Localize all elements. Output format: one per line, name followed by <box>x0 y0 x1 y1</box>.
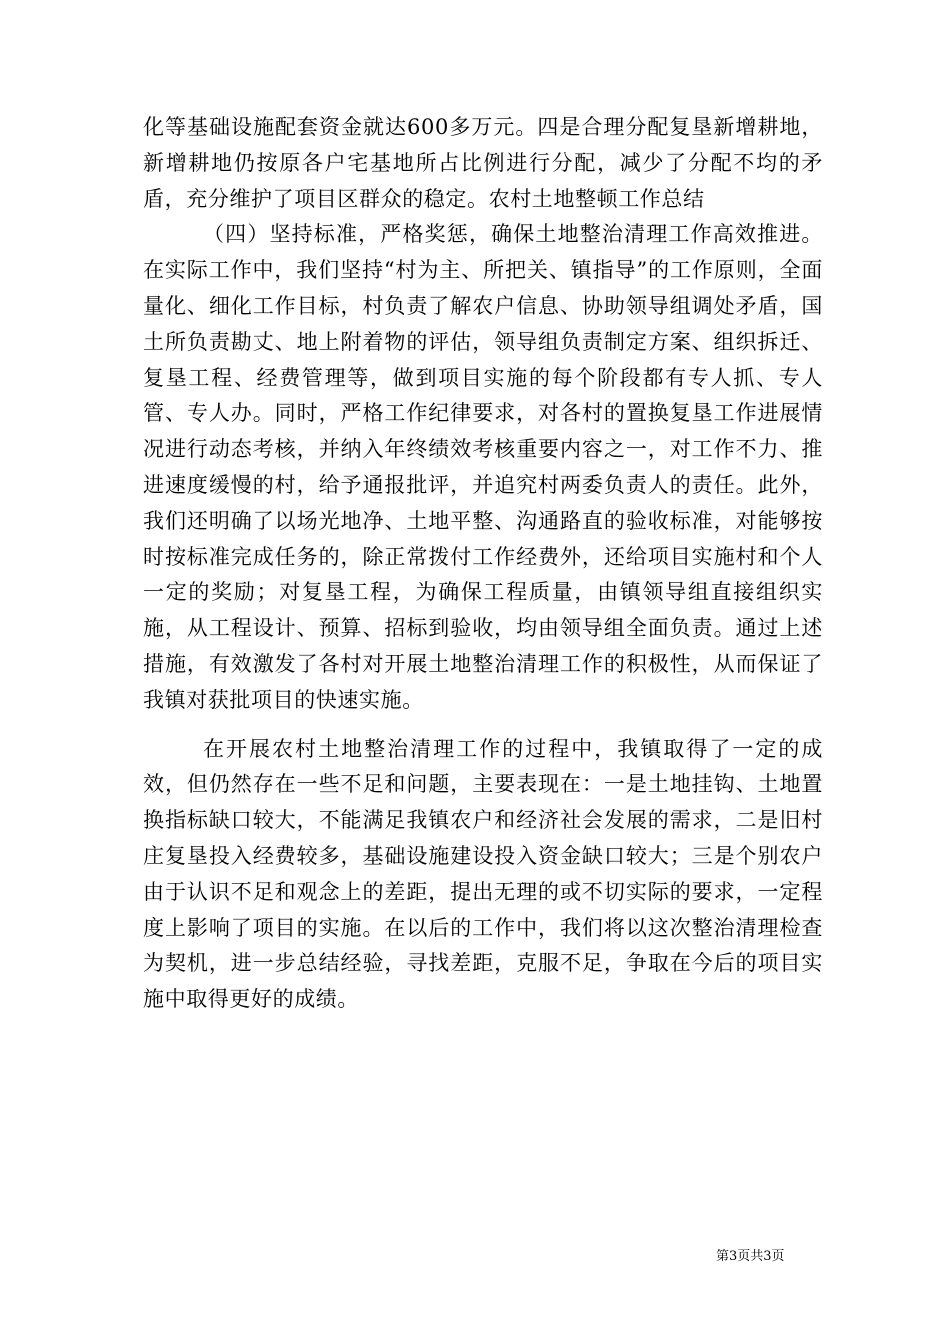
paragraph-3: 在开展农村土地整治清理工作的过程中，我镇取得了一定的成效，但仍然存在一些不足和问题，主要表现在：一是土地挂钩、土地置换指标缺口较大，不能满足我镇农户和经济社会发展的需求，二是旧村庄复垦投入经费较多，基础设施建设投入资金缺口较大；三是个别农户由于认识不足和观念上的差距，提出无理的或不切实际的要求，一定程度上影响了项目的实施。在以后的工作中，我们将以这次整治清理检查为契机，进一步总结经验，寻找差距，克服不足，争取在今后的项目实施中取得更好的成绩。 <box>143 736 823 1012</box>
paragraph-2: （四）坚持标准，严格奖惩，确保土地整治清理工作高效推进。在实际工作中，我们坚持“村为主、所把关、镇指导”的工作原则，全面量化、细化工作目标，村负责了解农户信息、协助领导组调处矛盾，国土所负责勘丈、地上附着物的评估，领导组负责制定方案、组织拆迁、复垦工程、经费管理等，做到项目实施的每个阶段都有专人抓、专人管、专人办。同时，严格工作纪律要求，对各村的置换复垦工作进展情况进行动态考核，并纳入年终绩效考核重要内容之一，对工作不力、推进速度缓慢的村，给予通报批评，并追究村两委负责人的责任。此外，我们还明确了以场光地净、土地平整、沟通路直的验收标准，对能够按时按标准完成任务的，除正常拨付工作经费外，还给项目实施村和个人一定的奖励；对复垦工程，为确保工程质量，由镇领导组直接组织实施，从工程设计、预算、招标到验收，均由领导组全面负责。通过上述措施，有效激发了各村对开展土地整治清理工作的积极性，从而保证了我镇对获批项目的快速实施。 <box>143 222 823 712</box>
document-body <box>143 110 823 1018</box>
page-number: 第3页共3页 <box>716 1249 785 1264</box>
paragraph-1: 化等基础设施配套资金就达600多万元。四是合理分配复垦新增耕地，新增耕地仍按原各户宅基地所占比例进行分配，减少了分配不均的矛盾，充分维护了项目区群众的稳定。农村土地整顿工作总结 <box>143 115 823 211</box>
